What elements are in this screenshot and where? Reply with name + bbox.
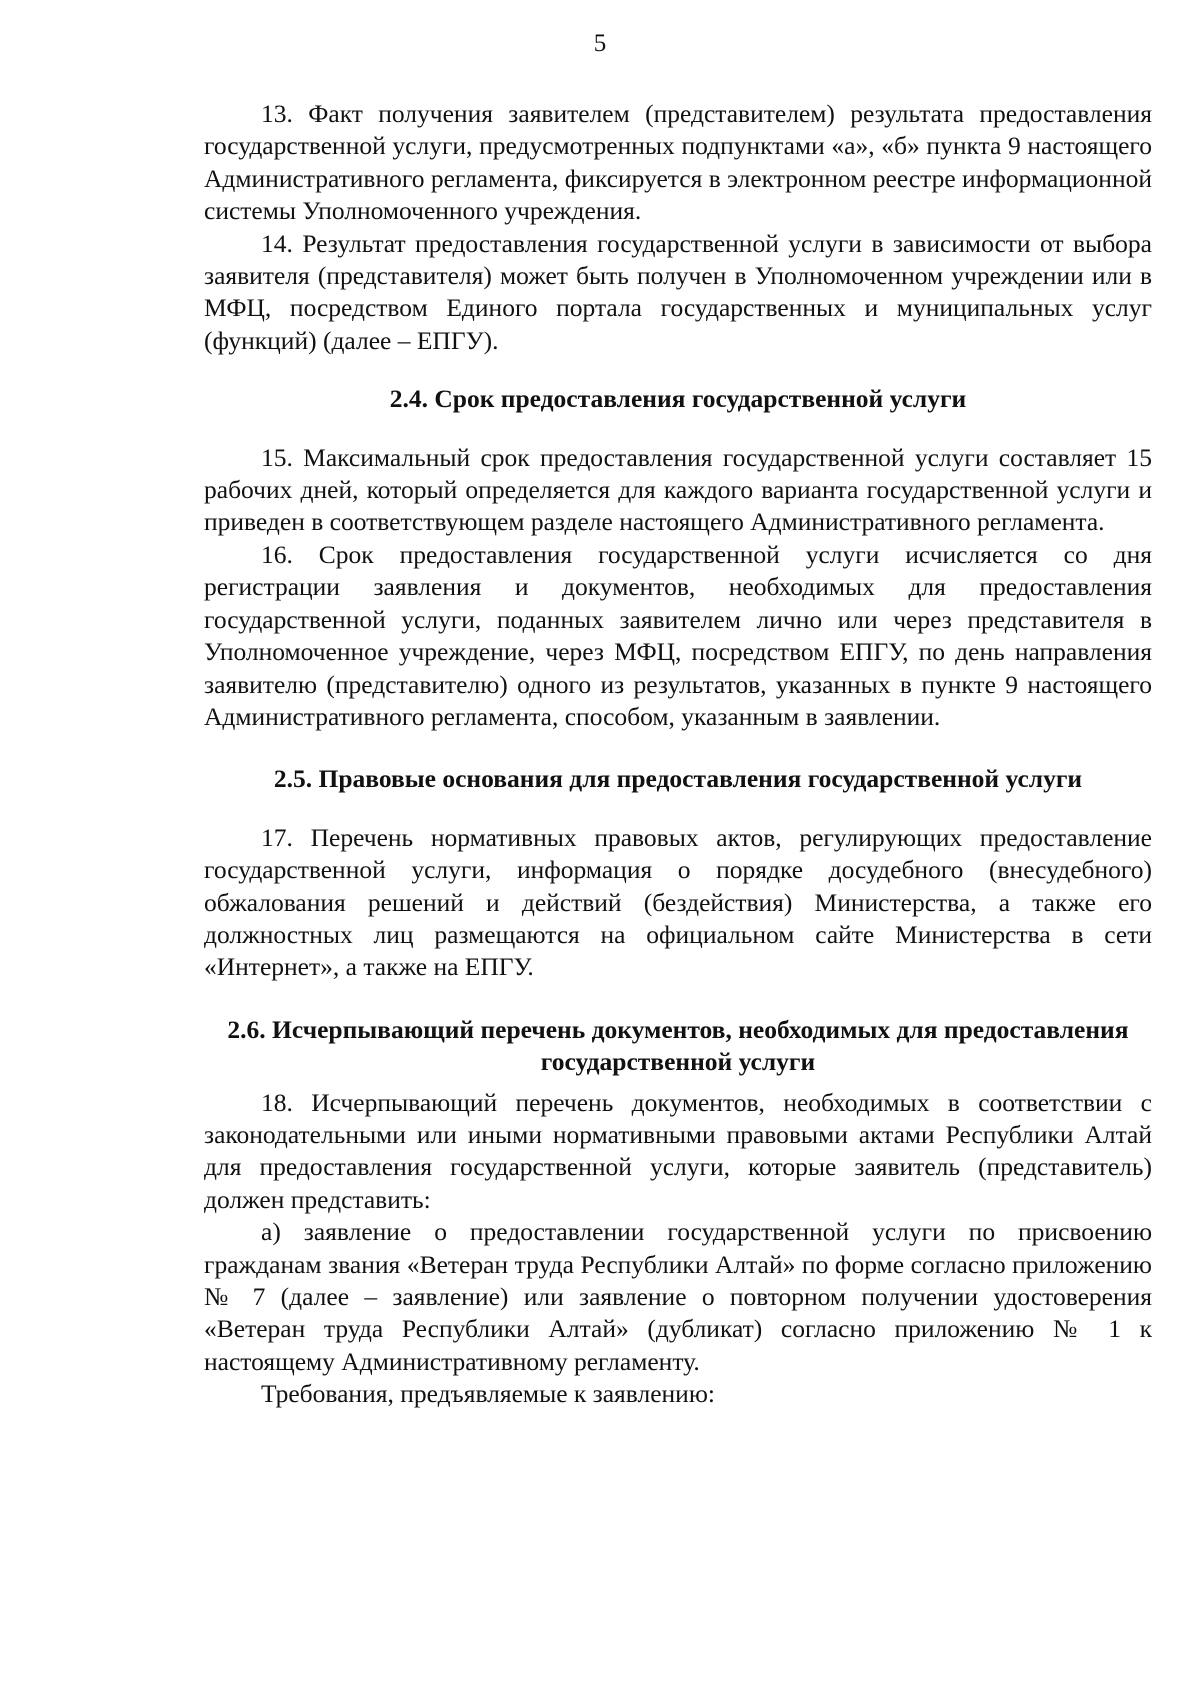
paragraph-18: 18. Исчерпывающий перечень документов, необходимых в соответствии с законодательными или иными нормативными правовыми актами Республики Алтай для предоставления государственной услуги, которые заявитель (представитель) должен представить: bbox=[204, 1087, 1152, 1214]
section-heading-2-6: 2.6. Исчерпывающий перечень документов, необходимых для предоставления государственной услуги bbox=[227, 1014, 1129, 1077]
paragraph-15: 15. Максимальный срок предоставления государственной услуги составляет 15 рабочих дней, который определяется для каждого варианта государственной услуги и приведен в соответствующем разделе настоящего Административного регламента. bbox=[204, 442, 1152, 537]
page-number: 5 bbox=[593, 30, 607, 57]
paragraph-requirements: Требования, предъявляемые к заявлению: bbox=[261, 1379, 715, 1409]
document-body bbox=[204, 98, 1152, 1411]
paragraph-16: 16. Срок предоставления государственной услуги исчисляется со дня регистрации заявления и документов, необходимых для предоставления государственной услуги, поданных заявителем лично или через представителя в Уполномоченное учреждение, через МФЦ, посредством ЕПГУ, по день направления заявителю (представителю) одного из результатов, указанных в пункте 9 настоящего Административного регламента, способом, указанным в заявлении. bbox=[204, 539, 1152, 731]
section-heading-2-4: 2.4. Срок предоставления государственной услуги bbox=[389, 384, 967, 414]
paragraph-18-a: а) заявление о предоставлении государственной услуги по присвоению гражданам звания «Ветеран труда Республики Алтай» по форме согласно приложению № 7 (далее – заявление) или заявление о повторном получении удостоверения «Ветеран труда Республики Алтай» (дубликат) согласно приложению № 1 к настоящему Административному регламенту. bbox=[204, 1217, 1152, 1376]
paragraph-14: 14. Результат предоставления государственной услуги в зависимости от выбора заявителя (представителя) может быть получен в Уполномоченном учреждении или в МФЦ, посредством Единого портала государственных и муниципальных услуг (функций) (далее – ЕПГУ). bbox=[204, 228, 1152, 355]
section-heading-2-5: 2.5. Правовые основания для предоставления государственной услуги bbox=[273, 764, 1083, 794]
paragraph-17: 17. Перечень нормативных правовых актов, регулирующих предоставление государственной услуги, информация о порядке досудебного (внесудебного) обжалования решений и действий (бездействия) Министерства, а также его должностных лиц размещаются на официальном сайте Министерства в сети «Интернет», а также на ЕПГУ. bbox=[204, 822, 1152, 982]
paragraph-13: 13. Факт получения заявителем (представителем) результата предоставления государственной услуги, предусмотренных подпунктами «а», «б» пункта 9 настоящего Административного регламента, фиксируется в электронном реестре информационной системы Уполномоченного учреждения. bbox=[204, 99, 1152, 226]
